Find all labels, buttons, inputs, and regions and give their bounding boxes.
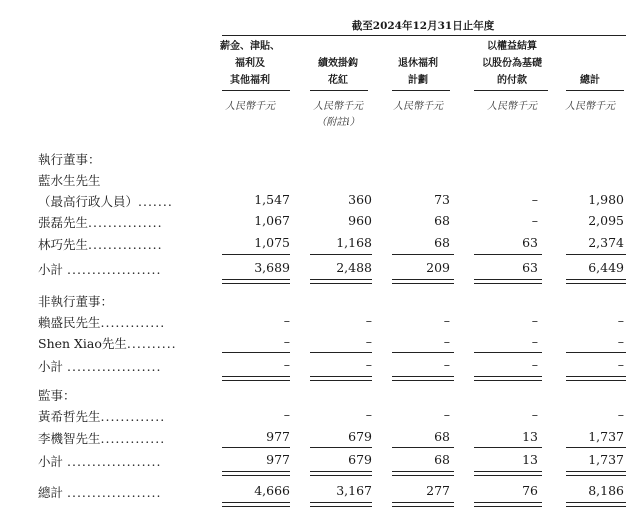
rule-above-subtotal-nonexec — [222, 352, 290, 353]
double-rule-nonexec — [222, 376, 290, 381]
section-heading-nonexec: 非執行董事： — [38, 294, 114, 309]
period-header-rule — [222, 35, 626, 36]
double-rule-exec — [222, 279, 290, 284]
rule-above-subtotal-supervisors — [222, 447, 290, 448]
row-label-line1: 藍水生先生 — [38, 173, 101, 188]
section-heading-exec: 執行董事： — [38, 152, 101, 167]
period-header: 截至2024年12月31日止年度 — [351, 20, 495, 32]
rule-above-subtotal-exec — [222, 254, 290, 255]
double-rule-grand-total — [222, 502, 290, 507]
double-rule-supervisors — [222, 471, 290, 476]
section-heading-supervisors: 監事： — [38, 388, 76, 403]
